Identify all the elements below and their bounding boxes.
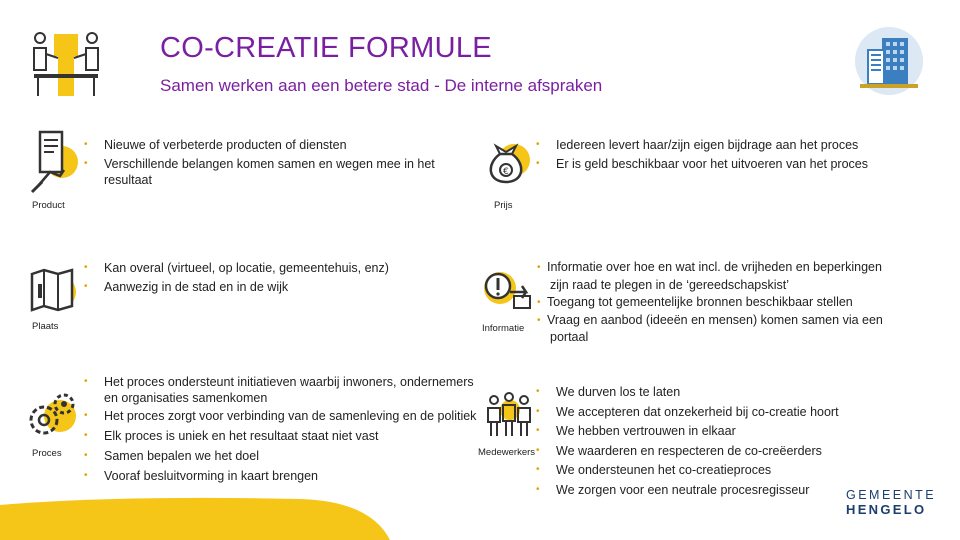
- list-item: • Toegang tot gemeentelijke bronnen beschikbaar stellen: [537, 295, 853, 309]
- decorative-wave: [0, 495, 400, 540]
- city-building-icon: [854, 26, 924, 96]
- informatie-label: Informatie: [482, 323, 525, 334]
- gears-icon: [24, 390, 80, 442]
- list-item: • Aanwezig in de stad en in de wijk: [82, 279, 482, 295]
- product-hand-icon: [28, 126, 80, 198]
- collaboration-puzzle-icon: [28, 28, 104, 100]
- list-item: • We zorgen voor een neutrale procesregisseur: [534, 482, 854, 499]
- list-item: • We hebben vertrouwen in elkaar: [534, 423, 854, 440]
- medewerkers-bullet-list: [534, 384, 854, 501]
- prijs-bullet-list: [534, 137, 934, 175]
- list-item: • Nieuwe of verbeterde producten of diensten: [82, 137, 482, 153]
- product-label: Product: [32, 200, 65, 211]
- people-icon: [484, 390, 534, 440]
- list-item: • Kan overal (virtueel, op locatie, gemeentehuis, enz): [82, 260, 482, 276]
- list-item: • We accepteren dat onzekerheid bij co-creatie hoort: [534, 404, 854, 421]
- list-item: • Vooraf besluitvorming in kaart brengen: [82, 468, 480, 484]
- proces-bullet-list: [82, 374, 480, 487]
- list-item: • Het proces zorgt voor verbinding van de samenleving en de politiek: [82, 408, 480, 424]
- list-item: • Vraag en aanbod (ideeën en mensen) komen samen via een: [537, 312, 883, 327]
- list-item-text: zijn raad te plegen in de ‘gereedschapskist’: [550, 277, 790, 292]
- prijs-label: Prijs: [494, 200, 513, 211]
- logo-line-1: GEMEENTE: [846, 488, 937, 502]
- list-item: • We waarderen en respecteren de co-creëerders: [534, 443, 854, 460]
- logo-line-2: HENGELO: [846, 502, 927, 517]
- svg-text:€: €: [503, 167, 509, 177]
- gemeente-hengelo-logo: [846, 488, 950, 518]
- list-item: • Er is geld beschikbaar voor het uitvoeren van het proces: [534, 156, 934, 172]
- map-pin-icon: [28, 264, 80, 316]
- list-item: • Verschillende belangen komen samen en wegen mee in het resultaat: [82, 156, 482, 188]
- page-title: CO-CREATIE FORMULE: [160, 32, 492, 64]
- bulb-arrow-icon: [478, 266, 538, 320]
- list-item: • Samen bepalen we het doel: [82, 448, 480, 464]
- list-item: • Informatie over hoe en wat incl. de vrijheden en beperkingen: [537, 260, 882, 274]
- list-item-continuation: [537, 277, 937, 295]
- plaats-label: Plaats: [32, 321, 59, 332]
- list-item-continuation: [537, 329, 937, 347]
- list-item-text: portaal: [550, 330, 589, 344]
- list-item: • Elk proces is uniek en het resultaat staat niet vast: [82, 428, 480, 444]
- list-item: • Iedereen levert haar/zijn eigen bijdrage aan het proces: [534, 137, 934, 153]
- proces-label: Proces: [32, 448, 62, 459]
- plaats-bullet-list: [82, 260, 482, 298]
- product-bullet-list: [82, 137, 482, 188]
- list-item-text: Vraag en aanbod (ideeën en mensen) komen samen via een: [547, 312, 883, 327]
- medewerkers-label: Medewerkers: [478, 447, 536, 458]
- list-item: • We ondersteunen het co-creatieproces: [534, 462, 854, 479]
- list-item-text: Toegang tot gemeentelijke bronnen beschikbaar stellen: [547, 295, 853, 309]
- money-bag-icon: [480, 136, 536, 192]
- informatie-list: [537, 259, 937, 347]
- list-item: • We durven los te laten: [534, 384, 854, 401]
- list-item-text: Informatie over hoe en wat incl. de vrijheden en beperkingen: [547, 260, 882, 274]
- list-item: • Het proces ondersteunt initiatieven waarbij inwoners, ondernemers en organisaties samenkomen: [82, 374, 480, 406]
- page-subtitle: Samen werken aan een betere stad - De interne afspraken: [160, 76, 603, 95]
